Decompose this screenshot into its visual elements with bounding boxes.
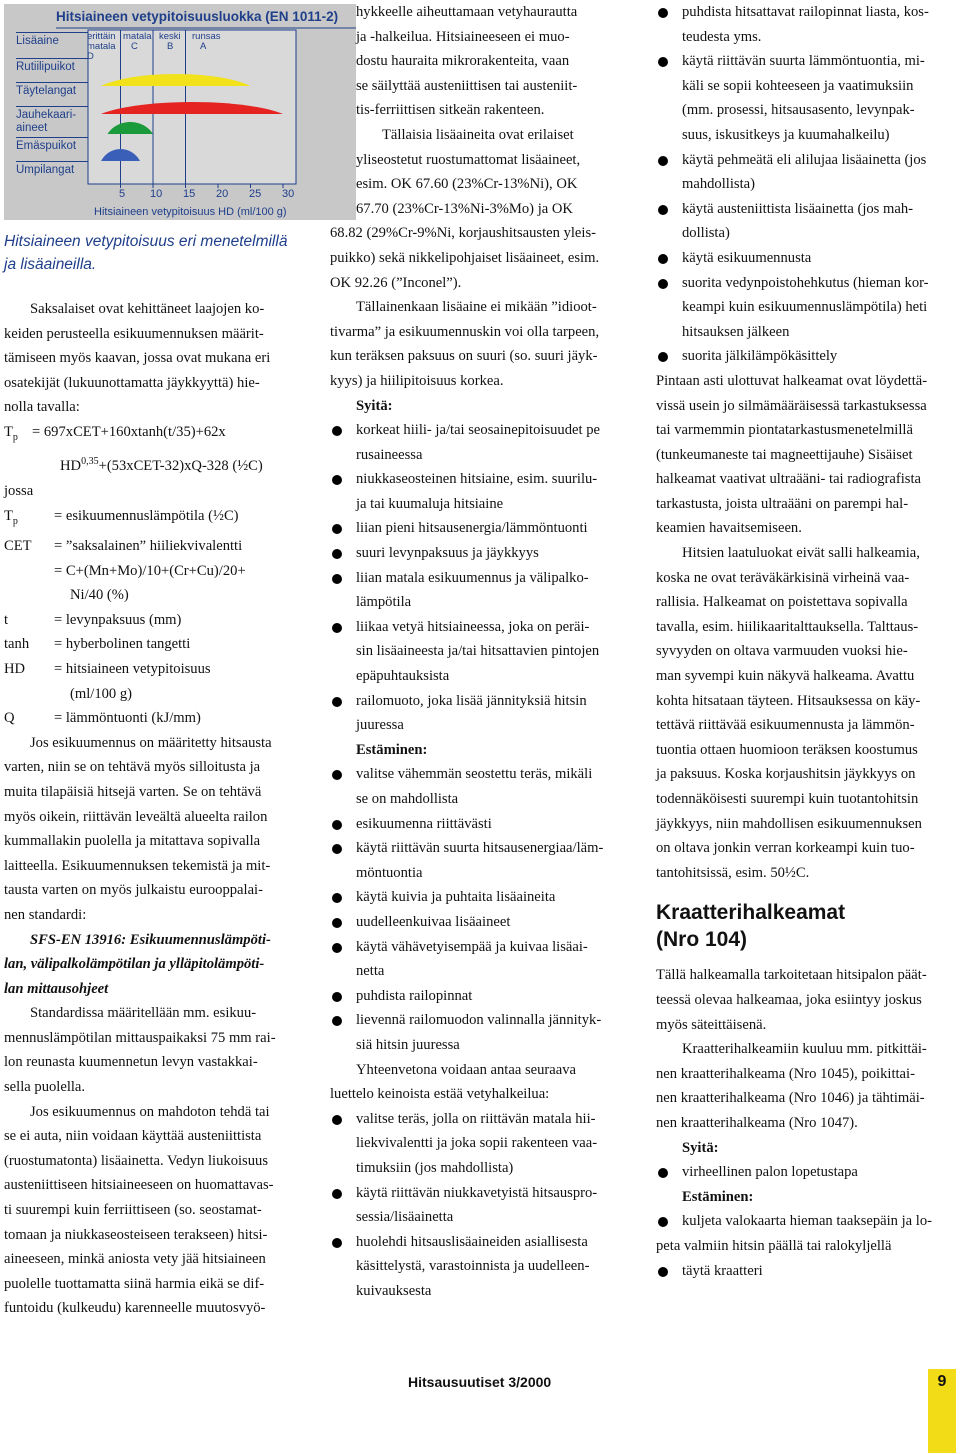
text-line: Jos esikuumennus on mahdoton tehdä tai bbox=[30, 1103, 270, 1120]
list-item bbox=[656, 148, 958, 197]
text-line: (mm. prosessi, hitsausasento, levynpak- bbox=[682, 102, 915, 119]
text-line: epäpuhtauksista bbox=[356, 668, 450, 685]
text-line: Tällainenkaan lisäaine ei mikään ”idioot- bbox=[356, 299, 597, 316]
text-line: todennäköisesti suurempi kuin tuotantohitsin bbox=[656, 791, 919, 807]
formula-rhs-1: = 697xCET+160xtanh(t/35)+62x bbox=[32, 423, 226, 440]
row-label-jauhekaari-line2: aineet bbox=[16, 122, 48, 134]
def-text: = hitsiaineen vetypitoisuus bbox=[54, 660, 211, 677]
summary-paragraph bbox=[330, 1058, 632, 1107]
text-line: puolelle tuottamatta siinä harmia eikä se dif- bbox=[4, 1275, 265, 1292]
section-title-line2: (Nro 104) bbox=[656, 928, 748, 952]
row-label-lisaaine: Lisäaine bbox=[16, 32, 88, 48]
text-line: hykkeelle aiheuttamaan vetyhaurautta bbox=[356, 4, 578, 20]
text-line: (ruostumatonta) lisäainetta. Vedyn liukoisuus bbox=[4, 1152, 268, 1169]
text-line: austeniittiseen hitsiaineeseen on huomattavas- bbox=[4, 1177, 274, 1194]
text-line: lan mittausohjeet bbox=[4, 980, 109, 997]
text-line: käli se sopii kohteeseen ja vaatimuksiin bbox=[682, 77, 914, 94]
text-line: suorita vedynpoistohehkutus (hieman kor- bbox=[682, 274, 929, 291]
list-item bbox=[656, 1209, 958, 1234]
text-line: koska ne ovat teräväkärkisinä virheinä vaa- bbox=[656, 569, 910, 586]
list-item bbox=[656, 0, 958, 49]
def-symbol: Q bbox=[4, 710, 15, 727]
formula bbox=[4, 420, 306, 479]
text-line: niukkaseosteinen hitsiaine, esim. suurilu- bbox=[356, 471, 598, 488]
list-item bbox=[656, 49, 958, 147]
text-line: tettävä riittävää esikuumennusta ja lämmön- bbox=[656, 717, 915, 734]
row-label-emaspuikot: Emäspuikot bbox=[16, 137, 88, 153]
text-line: korkeat hiili- ja/tai seosainepitoisuudet pe bbox=[356, 422, 600, 439]
text-line: Standardissa määritellään mm. esikuu- bbox=[30, 1005, 257, 1022]
definition-row bbox=[4, 657, 306, 682]
list-item bbox=[330, 762, 632, 811]
causes-heading: Syitä: bbox=[356, 397, 393, 414]
text-line: ja -halkeilua. Hitsiaineeseen ei muo- bbox=[356, 28, 570, 45]
def-symbol: HD bbox=[4, 660, 26, 677]
paragraph-2 bbox=[4, 731, 306, 928]
text-line: tuontia ottaen huomioon teräksen koostumus bbox=[656, 741, 918, 758]
column-3 bbox=[656, 0, 958, 1283]
paragraph-1 bbox=[656, 369, 958, 541]
prevention-heading: Estäminen: bbox=[682, 1188, 754, 1205]
text-line: Pintaan asti ulottuvat halkeamat ovat löydettä- bbox=[656, 372, 928, 389]
definition-row bbox=[4, 682, 306, 707]
def-text: = esikuumennuslämpötila (½C) bbox=[54, 507, 239, 524]
list-item bbox=[330, 1107, 632, 1181]
col-header-d-line3: D bbox=[87, 51, 94, 62]
paragraph-4 bbox=[330, 295, 632, 393]
col-header-d-line2: matala bbox=[87, 41, 116, 52]
text-line: tarkastusta, joista ultraääni on parempi hal- bbox=[656, 495, 909, 512]
definition-row bbox=[4, 504, 306, 535]
causes-list bbox=[330, 418, 632, 738]
list-item bbox=[330, 615, 632, 689]
prevention-heading: Estäminen: bbox=[356, 741, 428, 758]
text-line: OK 92.26 (”Inconel”). bbox=[330, 274, 462, 291]
col-header-a-line1: runsas bbox=[192, 31, 221, 42]
list-item bbox=[656, 197, 958, 246]
text-line: käsittelystä, varastoinnista ja uudelleen- bbox=[356, 1258, 590, 1275]
row-label-jauhekaari-line1: Jauhekaari- bbox=[16, 109, 77, 121]
prevention-list bbox=[330, 762, 632, 1057]
formula-exponent: 0,35 bbox=[81, 456, 99, 468]
def-text: = C+(Mn+Mo)/10+(Cr+Cu)/20+ bbox=[54, 562, 246, 579]
text-line: funtoidu (kulkeudu) karenneelle muutosvyö- bbox=[4, 1300, 266, 1317]
text-line: huolehdi hitsauslisäaineiden asiallisesta bbox=[356, 1233, 588, 1250]
text-line: kohta hitsataan täyteen. Hitsauksessa on käy- bbox=[656, 692, 921, 709]
text-line: teudesta yms. bbox=[682, 28, 762, 45]
text-line: hitsauksen jälkeen bbox=[682, 323, 790, 340]
text-line: esikuumenna riittävästi bbox=[356, 815, 492, 832]
list-item bbox=[330, 516, 632, 541]
text-line: timuksiin (jos mahdollista) bbox=[356, 1159, 514, 1176]
text-line: puikko) sekä nikkelipohjaiset lisäaineet, esim. bbox=[330, 249, 600, 266]
formula-rhs-2: +(53xCET-32)xQ-328 (½C) bbox=[98, 458, 263, 475]
text-line: mahdollista) bbox=[682, 176, 755, 193]
text-line: luettelo keinoista estää vetyhalkeilua: bbox=[330, 1086, 550, 1103]
text-line: syvyyden on oltava varmuuden vuoksi hie- bbox=[656, 643, 908, 660]
row-label-rutiilipuikot: Rutiilipuikot bbox=[16, 58, 88, 74]
list-item bbox=[330, 812, 632, 837]
col-header-a-line2: A bbox=[200, 41, 207, 52]
x-tick-5: 5 bbox=[119, 188, 126, 200]
list-item bbox=[330, 984, 632, 1009]
def-text: = ”saksalainen” hiiliekvivalentti bbox=[54, 538, 243, 555]
text-line: tomaan ja niukkaseosteiseen terakseen) hitsi- bbox=[4, 1226, 268, 1243]
text-line: myös oikein, riittävän leveältä alueelta railon bbox=[4, 808, 268, 825]
text-line: rusaineessa bbox=[356, 446, 423, 463]
text-line: liikaa vetyä hitsiaineessa, joka on peräi- bbox=[356, 618, 590, 635]
text-line: Tällaisia lisäaineita ovat erilaiset bbox=[382, 126, 574, 143]
text-line: 67.70 (23%Cr-13%Ni-3%Mo) ja OK bbox=[356, 200, 573, 217]
text-line: netta bbox=[356, 963, 385, 980]
text-line: tavalla, esim. hiilikaaritalttauksella. Talttaus- bbox=[656, 618, 919, 635]
section-title-line1: Kraatterihalkeamat bbox=[656, 901, 846, 925]
text-line: dollista) bbox=[682, 225, 730, 242]
text-line: juuressa bbox=[356, 717, 404, 734]
text-line: Tällä halkeamalla tarkoitetaan hitsipalon päät- bbox=[656, 967, 927, 984]
def-text: Ni/40 (%) bbox=[70, 587, 129, 604]
col-header-a bbox=[192, 32, 221, 52]
text-line: aineeseen, minkä aniosta vety jää hitsiaineen bbox=[4, 1251, 266, 1268]
text-line: Hitsien laatuluokat eivät salli halkeamia, bbox=[682, 545, 920, 562]
definition-row bbox=[4, 632, 306, 657]
formula-symbol: T bbox=[4, 423, 13, 440]
text-line: virheellinen palon lopetustapa bbox=[682, 1164, 858, 1181]
text-line: käytä esikuumennusta bbox=[682, 249, 812, 266]
text-line: muita tilapäisiä hitsejä varten. Se on tehtävä bbox=[4, 783, 262, 800]
column-2 bbox=[330, 0, 632, 1303]
text-line: liian matala esikuumennus ja välipalko- bbox=[356, 569, 589, 586]
text-line: keiden perusteella esikuumennuksen määrit- bbox=[4, 325, 264, 342]
text-line: käytä riittävän suurta lämmöntuontia, mi- bbox=[682, 53, 925, 70]
x-tick-30: 30 bbox=[282, 188, 295, 200]
list-item bbox=[330, 1181, 632, 1230]
text-line: mennuslämpötilan mittauspaikaksi 75 mm rai- bbox=[4, 1029, 276, 1046]
text-line: suuri levynpaksuus ja jäykkyys bbox=[356, 545, 539, 562]
x-tick-10: 10 bbox=[150, 188, 163, 200]
standard-title bbox=[4, 928, 306, 1002]
definition-row bbox=[4, 706, 306, 731]
text-line: siä hitsin juuressa bbox=[356, 1036, 460, 1053]
text-line: ja tai kuumaluja hitsiaine bbox=[356, 495, 504, 512]
text-line: Yhteenvetona voidaan antaa seuraava bbox=[356, 1061, 577, 1078]
section-title bbox=[656, 899, 958, 953]
text-line: lämpötila bbox=[356, 594, 412, 611]
text-line: kuivauksesta bbox=[356, 1282, 432, 1299]
list-item bbox=[330, 541, 632, 566]
text-line: tausta varten on myös julkaistu eurooppalai- bbox=[4, 882, 263, 899]
text-line: keampi kuin esikuumennuslämpötila) heti bbox=[682, 299, 928, 316]
text-line: rallisia. Halkeamat on poistettava sopivalla bbox=[656, 594, 908, 611]
formula-line-2 bbox=[4, 450, 306, 478]
formula-line-1 bbox=[4, 420, 306, 451]
x-tick-25: 25 bbox=[249, 188, 262, 200]
paragraph-3 bbox=[330, 221, 632, 295]
text-line: lievennä railomuodon valinnalla jännityk- bbox=[356, 1012, 602, 1029]
text-line: SFS-EN 13916: Esikuumennuslämpöti- bbox=[30, 931, 271, 948]
paragraph-3 bbox=[656, 963, 958, 1037]
text-line: (tunkeumaneste tai magneettijauhe) Sisäiset bbox=[656, 446, 913, 463]
list-item bbox=[656, 344, 958, 369]
paragraph-1 bbox=[330, 0, 632, 123]
text-line: uudelleenkuivaa lisäaineet bbox=[356, 913, 511, 930]
def-text: = lämmöntuonti (kJ/mm) bbox=[54, 710, 201, 727]
page-number: 9 bbox=[928, 1369, 956, 1453]
x-axis-label: Hitsiaineen vetypitoisuus HD (ml/100 g) bbox=[94, 206, 287, 218]
text-line: kun teräksen paksuus on suuri (so. suuri jäyk- bbox=[330, 348, 598, 365]
col-header-c-line1: matala bbox=[123, 31, 152, 42]
paragraph-2 bbox=[330, 123, 632, 221]
col-header-d bbox=[87, 32, 116, 62]
footer-publication: Hitsausuutiset 3/2000 bbox=[408, 1374, 552, 1390]
col-header-d-line1: erittäin bbox=[87, 31, 116, 42]
text-line: puhdista hitsattavat railopinnat liasta, kos- bbox=[682, 4, 929, 20]
text-line: tis-ferriittisen sitkeän rakenteen. bbox=[356, 102, 545, 119]
text-line: nen kraatterihalkeama (Nro 1045), poikittai- bbox=[656, 1065, 915, 1082]
text-line: peta valmiin hitsin päällä tai ralokyljellä bbox=[656, 1237, 892, 1254]
caption-line-1: Hitsiaineen vetypitoisuus eri menetelmillä bbox=[4, 233, 288, 250]
text-line: dostu hauraita mikrorakenteita, vaan bbox=[356, 53, 570, 70]
text-line: sessia/lisäainetta bbox=[356, 1209, 454, 1226]
paragraph-4 bbox=[4, 1100, 306, 1321]
text-line: liian pieni hitsausenergia/lämmöntuonti bbox=[356, 520, 588, 537]
text-line: osatekijät (lukuunottamatta jäykkyyttä) hie- bbox=[4, 374, 260, 391]
text-line: tivarma” ja esikuumennuskin voi olla tarpeen, bbox=[330, 323, 600, 340]
text-line: se ei auta, niin voidaan käyttää austeniittista bbox=[4, 1128, 262, 1145]
text-line: laitteella. Esikuumennuksen tekemistä ja mit- bbox=[4, 857, 271, 874]
text-line: valitse teräs, jolla on riittävän matala hii- bbox=[356, 1110, 596, 1127]
text-line: käytä riittävän suurta hitsausenergiaa/läm- bbox=[356, 840, 604, 857]
list-item bbox=[330, 836, 632, 885]
intro-paragraph bbox=[4, 297, 306, 420]
list-item bbox=[656, 1259, 958, 1284]
text-line: käytä austeniittista lisäainetta (jos mah- bbox=[682, 200, 913, 217]
text-line: tantohitsissä, esim. 50½C. bbox=[656, 864, 810, 881]
text-line: nolla tavalla: bbox=[4, 399, 80, 416]
text-line: nen standardi: bbox=[4, 906, 87, 923]
text-line: kummallakin puolella ja mitattava sopivalla bbox=[4, 833, 261, 850]
def-text: = levynpaksuus (mm) bbox=[54, 611, 182, 628]
text-line: möntuontia bbox=[356, 864, 423, 881]
list-item bbox=[656, 1160, 958, 1185]
def-subscript: p bbox=[12, 515, 18, 527]
text-line: se säilyttää austeniittisen tai austeniit- bbox=[356, 77, 578, 94]
def-symbol: tanh bbox=[4, 636, 30, 653]
paragraph-4 bbox=[656, 1037, 958, 1135]
def-text: = hyberbolinen tangetti bbox=[54, 636, 191, 653]
text-line: sella puolella. bbox=[4, 1079, 86, 1096]
paragraph-2 bbox=[656, 541, 958, 885]
list-item bbox=[330, 910, 632, 935]
formula-hd: HD bbox=[60, 458, 82, 475]
row-label-umpilangat: Umpilangat bbox=[16, 161, 88, 177]
definition-row bbox=[4, 534, 306, 559]
text-line: ja paksuus. Koska korjaushitsin jäykkyys on bbox=[656, 766, 916, 783]
text-line: varten, niin se on tehtävä myös silloitusta ja bbox=[4, 759, 261, 776]
text-line: keamien havaitsemiseen. bbox=[656, 520, 802, 537]
list-item bbox=[330, 566, 632, 615]
text-line: kuljeta valokaarta hieman taaksepäin ja lo- bbox=[682, 1213, 933, 1230]
x-tick-15: 15 bbox=[183, 188, 196, 200]
text-line: tai varmemmin piontatarkastusmenetelmillä bbox=[656, 422, 913, 439]
text-line: käytä pehmeätä eli alilujaa lisäainetta (jos bbox=[682, 151, 927, 168]
text-line: jäykkyys, niin mahdollisen esikuumennuksen bbox=[656, 815, 922, 832]
row-label-taytelangat: Täytelangat bbox=[16, 82, 88, 98]
text-line: Jos esikuumennus on määritetty hitsausta bbox=[30, 734, 272, 751]
text-line: käytä vähävetyisempää ja kuivaa lisäai- bbox=[356, 938, 588, 955]
list-item bbox=[330, 418, 632, 467]
text-line: liekvivalentti ja joka sopii rakenteen vaa- bbox=[356, 1135, 598, 1152]
text-line: nen kraatterihalkeama (Nro 1046) ja tähtimäi- bbox=[656, 1090, 925, 1107]
text-line: täytä kraatteri bbox=[682, 1262, 763, 1279]
list-item bbox=[330, 467, 632, 516]
paragraph-3 bbox=[4, 1001, 306, 1099]
text-line: on oltava jonkin verran korkeampi kuin tuo- bbox=[656, 840, 915, 857]
figure-caption bbox=[4, 230, 324, 276]
column-1 bbox=[4, 297, 306, 1321]
text-line: halkeamat vaativat ultraääni- tai radiografista bbox=[656, 471, 921, 488]
text-line: sin lisäaineesta ja/tai hitsattavien pintojen bbox=[356, 643, 600, 660]
list-item bbox=[330, 1008, 632, 1057]
text-line: teessä olevaa halkeamaa, joka esiintyy joskus bbox=[656, 991, 922, 1008]
text-line: käytä riittävän niukkavetyistä hitsauspro- bbox=[356, 1184, 598, 1201]
col-header-b-line2: B bbox=[167, 41, 174, 52]
text-line: vissä usein jo silmämääräisessä tarkastuksessa bbox=[656, 397, 927, 414]
causes-heading: Syitä: bbox=[682, 1139, 719, 1156]
definitions bbox=[4, 504, 306, 731]
list-item bbox=[656, 246, 958, 271]
text-line: kyys) ja hiilipitoisuus korkea. bbox=[330, 372, 504, 389]
caption-line-2: ja lisäaineilla. bbox=[4, 256, 97, 273]
text-line: se on mahdollista bbox=[356, 791, 459, 807]
hydrogen-class-chart bbox=[4, 4, 356, 220]
definition-row bbox=[4, 608, 306, 633]
text-line: Saksalaiset ovat kehittäneet laajojen ko- bbox=[30, 301, 265, 317]
list-item bbox=[656, 271, 958, 345]
text-line: käytä kuivia ja puhtaita lisäaineita bbox=[356, 889, 556, 906]
formula-subscript: p bbox=[12, 431, 18, 443]
chart-title: Hitsiaineen vetypitoisuusluokka (EN 1011-2) bbox=[56, 9, 339, 24]
text-line: railomuoto, joka lisää jännityksiä hitsin bbox=[356, 692, 587, 709]
text-line: valitse vähemmän seostettu teräs, mikäli bbox=[356, 766, 593, 783]
list-item bbox=[330, 885, 632, 910]
text-line: man syvempi kuin näkyvä halkeama. Avattu bbox=[656, 668, 915, 685]
text-line: puhdista railopinnat bbox=[356, 987, 473, 1004]
def-text: (ml/100 g) bbox=[70, 685, 133, 702]
def-symbol: T bbox=[4, 507, 13, 524]
list-item bbox=[330, 935, 632, 984]
def-symbol: CET bbox=[4, 538, 32, 555]
text-line: 68.82 (29%Cr-9%Ni, korjaushitsausten yleis- bbox=[330, 225, 597, 242]
text-line: Kraatterihalkeamiin kuuluu mm. pitkittäi- bbox=[682, 1041, 927, 1058]
text-line: suorita jälkilämpökäsittely bbox=[682, 348, 838, 365]
def-symbol: t bbox=[4, 611, 9, 628]
definition-row bbox=[4, 559, 306, 584]
col-header-b-line1: keski bbox=[159, 31, 181, 42]
summary-list bbox=[330, 1107, 632, 1304]
jossa-label: jossa bbox=[4, 482, 34, 499]
col-header-c-line2: C bbox=[131, 41, 138, 52]
definition-row bbox=[4, 583, 306, 608]
remedy-list bbox=[656, 0, 958, 369]
text-line: nen kraatterihalkeama (Nro 1047). bbox=[656, 1114, 858, 1131]
col-header-c bbox=[123, 32, 152, 52]
list-item bbox=[330, 1230, 632, 1304]
text-line: myös säteittäisenä. bbox=[656, 1016, 767, 1033]
text-line: ti suurempi kuin ferriittiseen (so. seostamat- bbox=[4, 1202, 262, 1219]
row-label-jauhekaariaineet bbox=[16, 106, 88, 135]
list-item bbox=[330, 689, 632, 738]
text-line: esim. OK 67.60 (23%Cr-13%Ni), OK bbox=[356, 176, 578, 193]
col-header-b bbox=[159, 32, 181, 52]
text-line: tämiseen myös kaavan, jossa ovat mukana eri bbox=[4, 350, 271, 367]
text-line: lon reunasta kuumennetun levyn vastakkai- bbox=[4, 1054, 258, 1071]
x-tick-20: 20 bbox=[216, 188, 229, 200]
text-line: suus, iskusitkeys ja kuumahalkeilu) bbox=[682, 126, 890, 143]
text-line: lan, välipalkolämpötilan ja ylläpitolämpöti- bbox=[4, 956, 265, 973]
text-line: yliseostetut ruostumattomat lisäaineet, bbox=[356, 151, 581, 168]
